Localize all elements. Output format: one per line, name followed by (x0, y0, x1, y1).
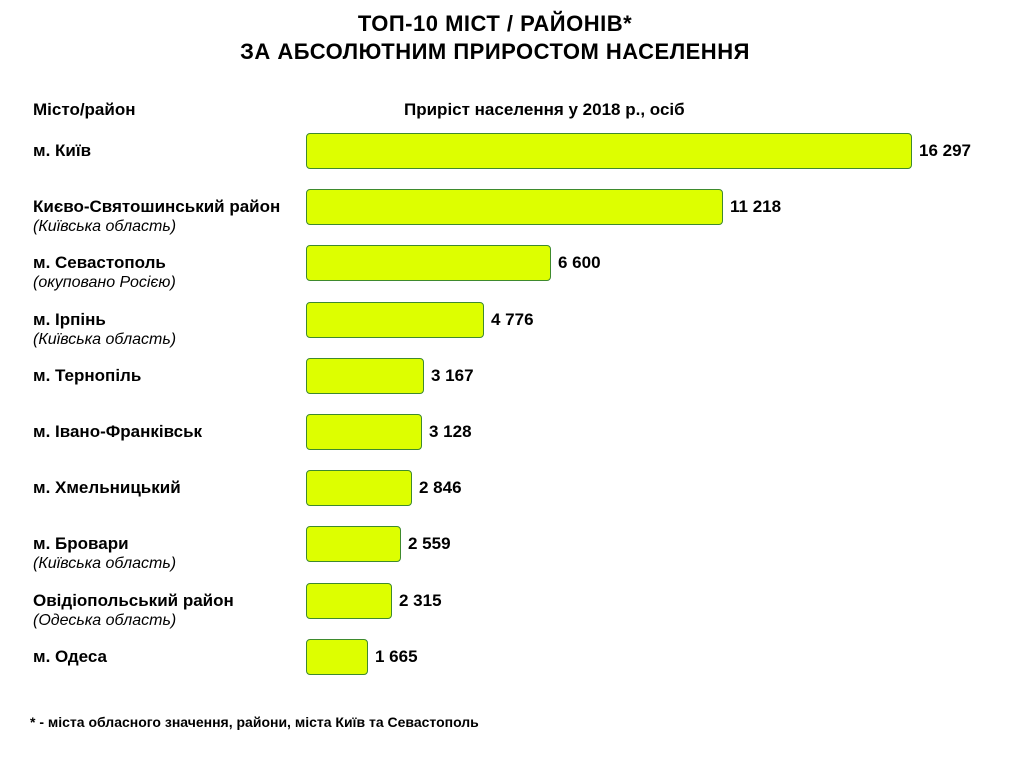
data-label: 11 218 (730, 197, 782, 216)
category-name: Овідіопольський район (33, 591, 234, 610)
category-name: м. Хмельницький (33, 478, 181, 497)
category-subtitle: (Київська область) (33, 218, 177, 235)
category-label (33, 534, 176, 574)
bar (306, 414, 422, 450)
category-subtitle: (Київська область) (33, 555, 177, 572)
category-label (33, 422, 202, 442)
value-header: Приріст населення у 2018 р., осіб (404, 100, 685, 119)
data-label: 2 315 (399, 591, 442, 610)
category-name: м. Ірпінь (33, 310, 106, 329)
category-name: м. Тернопіль (33, 366, 142, 385)
category-label (33, 647, 107, 667)
category-name: м. Київ (33, 141, 92, 160)
category-name: м. Севастополь (33, 253, 166, 272)
category-label (33, 310, 176, 350)
bar (306, 189, 723, 225)
data-label: 1 665 (375, 647, 418, 666)
bar (306, 302, 484, 338)
data-label: 6 600 (558, 253, 601, 272)
data-label: 2 846 (419, 478, 462, 497)
category-label (33, 478, 181, 498)
category-name: Києво-Святошинський район (33, 197, 281, 216)
chart-title: ТОП-10 МІСТ / РАЙОНІВ* (357, 11, 633, 36)
data-label: 16 297 (919, 141, 971, 160)
category-label (33, 253, 176, 293)
category-name: м. Бровари (33, 534, 129, 553)
bar (306, 583, 392, 619)
chart-title-block (0, 10, 990, 66)
category-label (33, 591, 234, 631)
bar (306, 639, 368, 675)
category-subtitle: (Київська область) (33, 331, 177, 348)
category-name: м. Одеса (33, 647, 107, 666)
category-label (33, 197, 280, 237)
category-subtitle: (Одеська область) (33, 612, 177, 629)
category-label (33, 141, 91, 161)
data-label: 3 128 (429, 422, 472, 441)
bar (306, 470, 412, 506)
data-label: 3 167 (431, 366, 474, 385)
data-label: 2 559 (408, 534, 451, 553)
bar (306, 133, 912, 169)
category-subtitle: (окуповано Росією) (33, 274, 176, 291)
chart-subtitle: ЗА АБСОЛЮТНИМ ПРИРОСТОМ НАСЕЛЕННЯ (240, 39, 750, 64)
category-header: Місто/район (33, 100, 136, 119)
bar (306, 358, 424, 394)
category-name: м. Івано-Франківськ (33, 422, 203, 441)
bar (306, 526, 401, 562)
bar (306, 245, 551, 281)
category-label (33, 366, 141, 386)
data-label: 4 776 (491, 310, 534, 329)
footnote: * - міста обласного значення, райони, міста Київ та Севастополь (30, 714, 479, 730)
